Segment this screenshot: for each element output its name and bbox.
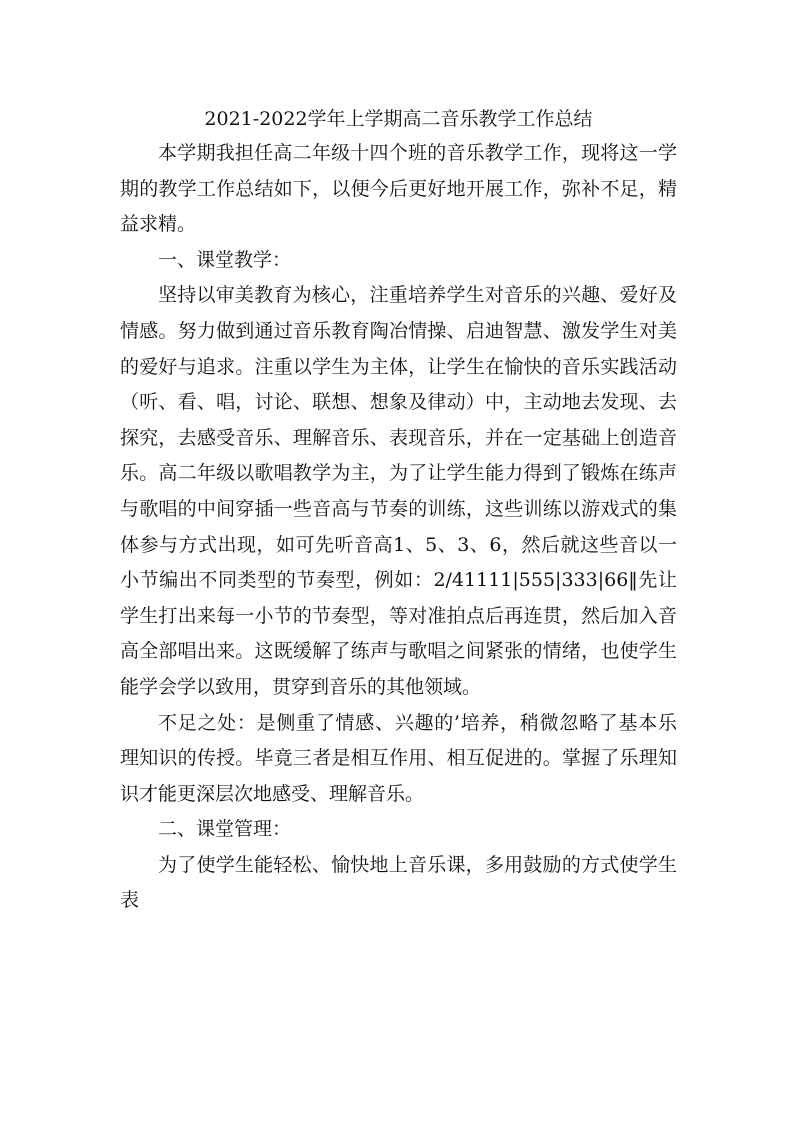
section1-paragraph-2: 不足之处：是侧重了情感、兴趣的’培养，稍微忽略了基本乐理知识的传授。毕竟三者是相互作用、相互促进的。掌握了乐理知识才能更深层次地感受、理解音乐。 xyxy=(120,711,677,805)
section1-paragraph-1: 坚持以审美教育为核心，注重培养学生对音乐的兴趣、爱好及情感。努力做到通过音乐教育陶冶情操、启迪智慧、激发学生对美的爱好与追求。注重以学生为主体，让学生在愉快的音乐实践活动（听、看、唱，讨论、联想、想象及律动）中，主动地去发现、去探究，去感受音乐、理解音乐、表现音乐，并在一定基础上创造音乐。高二年级以歌唱教学为主，为了让学生能力得到了锻炼在练声与歌唱的中间穿插一些音高与节奏的训练，这些训练以游戏式的集体参与方式出现，如可先听音高1、5、3、6，然后就这些音以一小节编出不同类型的节奏型，例如：2/41111|555|333|66‖先让学生打出来每一小节的节奏型，等对准拍点后再连贯，然后加入音高全部唱出来。这既缓解了练声与歌唱之间紧张的情绪，也使学生能学会学以致用，贯穿到音乐的其他领域。 xyxy=(120,284,677,698)
document-body xyxy=(120,102,677,919)
section2-paragraph-1: 为了使学生能轻松、愉快地上音乐课，多用鼓励的方式使学生表 xyxy=(120,853,677,912)
intro-paragraph: 本学期我担任高二年级十四个班的音乐教学工作，现将这一学期的教学工作总结如下，以便今后更好地开展工作，弥补不足，精益求精。 xyxy=(120,142,677,236)
document-title: 2021-2022学年上学期高二音乐教学工作总结 xyxy=(204,108,593,130)
section-heading-classroom-teaching: 一、课堂教学： xyxy=(158,248,292,271)
section-heading-classroom-management: 二、课堂管理： xyxy=(158,818,292,841)
